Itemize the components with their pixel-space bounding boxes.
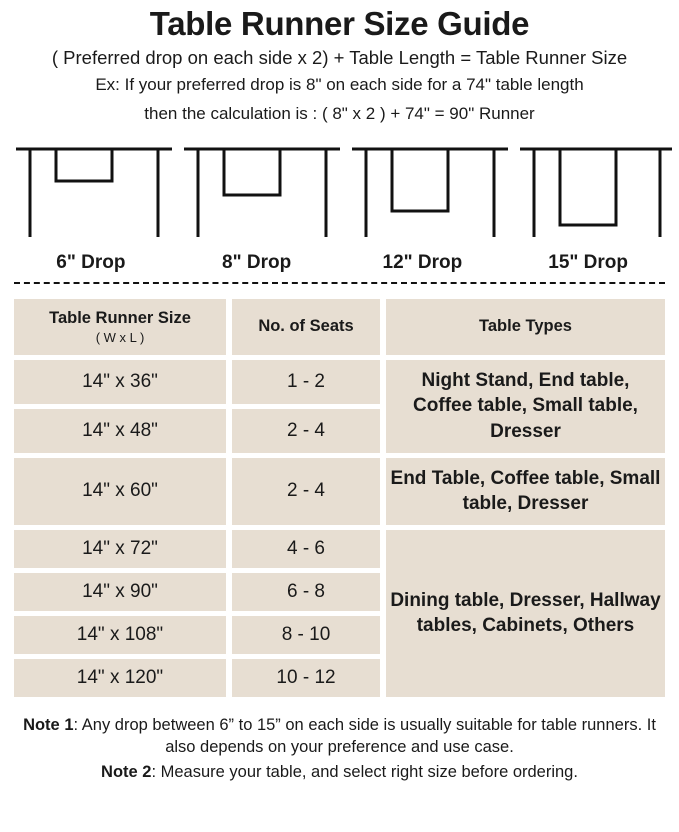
cell-table-types: Dining table, Dresser, Hallway tables, Cabinets, Others xyxy=(386,530,665,697)
page-title: Table Runner Size Guide xyxy=(149,5,530,42)
size-table xyxy=(8,294,671,702)
cell-runner-size: 14" x 120" xyxy=(14,659,226,697)
drop-label-12: 12" Drop xyxy=(382,251,463,273)
header-types: Table Types xyxy=(386,299,665,355)
drop-diagram-svg xyxy=(12,137,675,245)
cell-table-types: Night Stand, End table, Coffee table, Small table, Dresser xyxy=(386,360,665,453)
table-header-row xyxy=(14,299,665,355)
cell-runner-size: 14" x 108" xyxy=(14,616,226,654)
table-row xyxy=(14,530,665,568)
cell-table-types: End Table, Coffee table, Small table, Dresser xyxy=(386,458,665,525)
drop-label-8: 8" Drop xyxy=(222,251,292,273)
example-line-1: Ex: If your preferred drop is 8" on each side for a 74" table length xyxy=(95,75,584,95)
note-2-label: Note 2 xyxy=(101,763,152,782)
note-1-text: : Any drop between 6” to 15” on each side is usually suitable for table runners. It also depends on your preference and use case. xyxy=(73,715,656,757)
drop-label-6: 6" Drop xyxy=(56,251,126,273)
table-row xyxy=(14,360,665,404)
divider xyxy=(14,282,665,284)
cell-runner-size: 14" x 36" xyxy=(14,360,226,404)
cell-seats: 2 - 4 xyxy=(232,458,380,525)
cell-runner-size: 14" x 90" xyxy=(14,573,226,611)
drop-diagram xyxy=(8,137,671,250)
cell-runner-size: 14" x 60" xyxy=(14,458,226,525)
table-row xyxy=(14,458,665,525)
infographic-page xyxy=(0,6,679,832)
note-2 xyxy=(14,761,665,783)
cell-runner-size: 14" x 72" xyxy=(14,530,226,568)
cell-runner-size: 14" x 48" xyxy=(14,409,226,453)
formula-line: ( Preferred drop on each side x 2) + Table Length = Table Runner Size xyxy=(51,47,628,69)
cell-seats: 1 - 2 xyxy=(232,360,380,404)
drop-label-15: 15" Drop xyxy=(548,251,628,273)
cell-seats: 10 - 12 xyxy=(232,659,380,697)
header-runner-size xyxy=(14,299,226,355)
example-line-2: then the calculation is : ( 8" x 2 ) + 74" = 90" Runner xyxy=(144,104,535,124)
cell-seats: 2 - 4 xyxy=(232,409,380,453)
cell-seats: 6 - 8 xyxy=(232,573,380,611)
header-seats: No. of Seats xyxy=(232,299,380,355)
header-runner-size-sub: ( W x L ) xyxy=(95,329,145,345)
drop-label-row xyxy=(8,252,671,274)
note-2-text: : Measure your table, and select right size before ordering. xyxy=(151,763,578,782)
header-runner-size-label: Table Runner Size xyxy=(49,308,191,327)
note-1-label: Note 1 xyxy=(23,715,74,734)
cell-seats: 8 - 10 xyxy=(232,616,380,654)
notes-section xyxy=(8,714,671,784)
cell-seats: 4 - 6 xyxy=(232,530,380,568)
note-1 xyxy=(14,714,665,759)
